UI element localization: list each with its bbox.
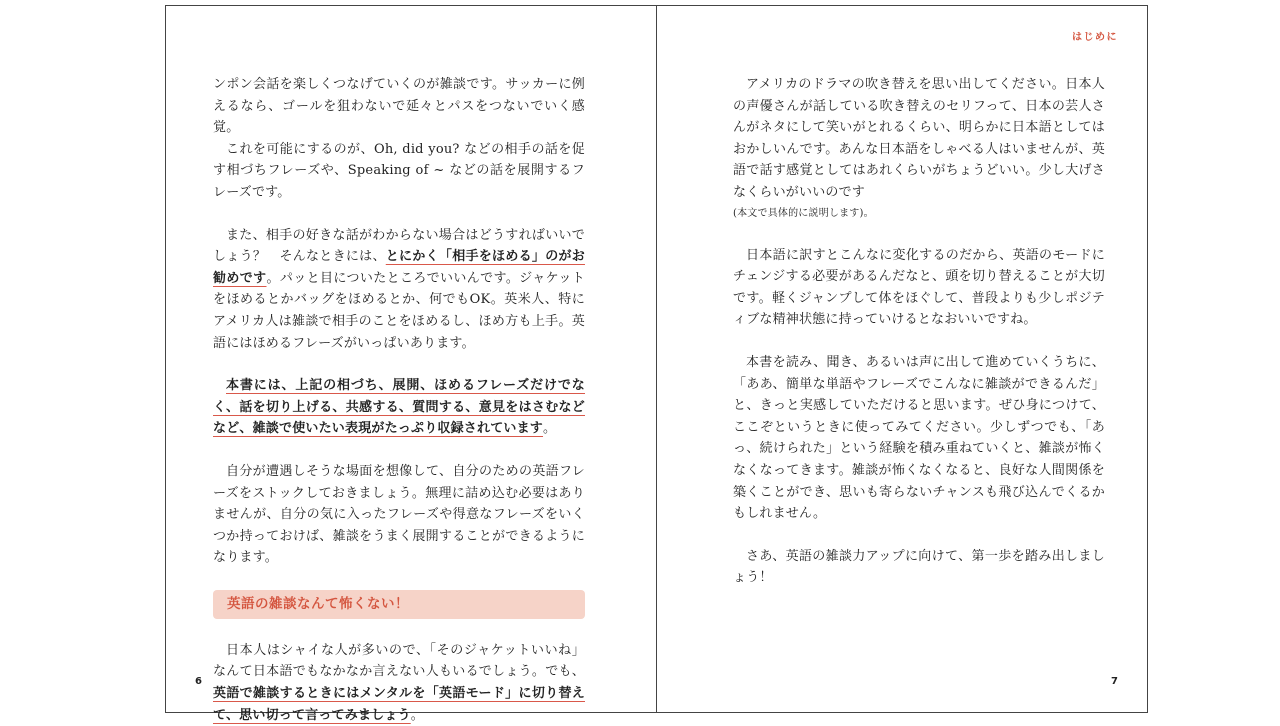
- paragraph-text: 日本人はシャイな人が多いので、「そのジャケットいいね」なんて日本語でもなかなか言えない人もいるでしょう。でも、: [213, 642, 585, 680]
- running-header: はじめに: [1072, 32, 1118, 43]
- paragraph-note: [733, 204, 1105, 224]
- left-page-body: [213, 74, 585, 726]
- paragraph: これを可能にするのが、Oh, did you? などの相手の話を促す相づちフレーズや、Speaking of ~ などの話を展開するフレーズです。: [213, 141, 585, 200]
- paragraph: [213, 225, 585, 355]
- right-page-body: [733, 74, 1105, 610]
- page-number: 7: [1111, 676, 1118, 687]
- section-heading: [213, 590, 585, 619]
- paragraph-text: また、相手の好きな話がわからない場合はどうすればいいでしょう？ そんなときには、: [213, 227, 585, 265]
- right-page: [656, 5, 1148, 713]
- page-number: 6: [195, 676, 202, 687]
- book-spread: [165, 5, 1147, 723]
- paragraph-text: 。パッと目についたところでいいんです。ジャケットをほめるとかバッグをほめるとか、何でもOK。英米人、特にアメリカ人は雑談で相手のことをほめるし、ほめ方も上手。英語にはほめるフレーズがいっぱいあります。: [213, 270, 585, 351]
- paragraph-text: 。: [410, 707, 424, 723]
- paragraph: 日本語に訳すとこんなに変化するのだから、英語のモードにチェンジする必要があるんだなと、頭を切り替えることが大切です。軽くジャンプして体をほぐして、普段よりも少しポジティブな精神状態に持っていけるとなおいいですね。: [733, 247, 1105, 328]
- emphasis-text: 英語で雑談するときにはメンタルを「英語モード」に切り替えて、思い切って言ってみましょう: [213, 686, 585, 723]
- paragraph-text: 。: [543, 421, 557, 437]
- paragraph: さあ、英語の雑談力アップに向けて、第一歩を踏み出しましょう！: [733, 548, 1105, 586]
- paragraph: ンポン会話を楽しくつなげていくのが雑談です。サッカーに例えるなら、ゴールを狙わないで延々とパスをつないでいく感覚。: [213, 77, 585, 136]
- section-heading-text: 英語の雑談なんて怖くない！: [227, 595, 409, 612]
- paragraph: [213, 375, 585, 440]
- paragraph: 自分が遭遇しそうな場面を想像して、自分のための英語フレーズをストックしておきましょう。無理に詰め込む必要はありませんが、自分の気に入ったフレーズや得意なフレーズをいくつか持っておけば、雑談をうまく展開することができるようになります。: [213, 463, 585, 566]
- paragraph: [213, 640, 585, 726]
- emphasis-text: とにかく「相手をほめる」のがお勧めです: [213, 249, 585, 286]
- left-page: [165, 5, 657, 723]
- emphasis-text: 本書には、上記の相づち、展開、ほめるフレーズだけでなく、話を切り上げる、共感する、質問する、意見をはさむなどなど、雑談で使いたい表現がたっぷり収録されています: [213, 378, 585, 437]
- paragraph: 本書を読み、聞き、あるいは声に出して進めていくうちに、「ああ、簡単な単語やフレーズでこんなに雑談ができるんだ」と、きっと実感していただけると思います。ぜひ身につけて、ここぞというときに使ってみてください。少しずつでも、「あっ、続けられた」という経験を積み重ねていくと、雑談が怖くなくなってきます。雑談が怖くなくなると、良好な人間関係を築くことができ、思いも寄らないチャンスも飛び込んでくるかもしれません。: [733, 354, 1105, 522]
- paragraph: アメリカのドラマの吹き替えを思い出してください。日本人の声優さんが話している吹き替えのセリフって、日本の芸人さんがネタにして笑いがとれるくらい、明らかに日本語としてはおかしいんです。あんな日本語をしゃべる人はいませんが、英語で話す感覚としてはあれくらいがちょうどいい。少し大げさなくらいがいいのです: [733, 77, 1105, 200]
- note-text: (本文で具体的に説明します)。: [733, 207, 874, 219]
